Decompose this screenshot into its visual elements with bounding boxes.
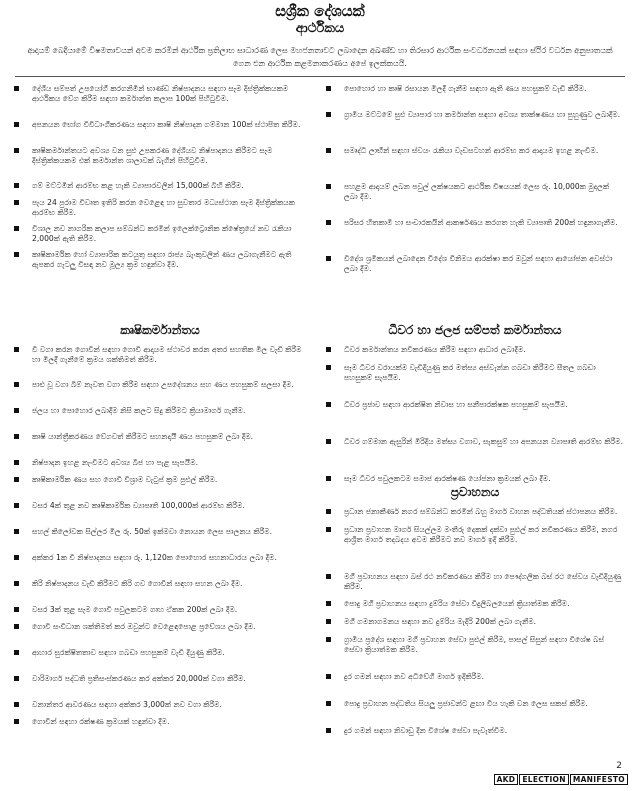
bullet-icon — [14, 200, 19, 205]
bullet-icon — [326, 365, 331, 370]
bullet-icon — [326, 439, 331, 444]
list-item: ගොවීන් සඳහා රක්ෂණ ක්‍රමයක් හඳුන්වා දීම. — [14, 717, 306, 737]
bullet-icon — [326, 728, 331, 733]
list-item: වාරිමාර්ග පද්ධති ප්‍රතිසංස්කරණය කර අක්කර 20,000ක් වගා කිරීම. — [14, 674, 306, 694]
bullet-icon — [326, 148, 331, 153]
bullet-icon — [326, 527, 331, 532]
list-item: නිෂ්පාදන ඉහළ නැංවීමට අවශ්‍ය බීජ හා පැළ සැපයීම. — [14, 458, 306, 468]
bullet-icon — [326, 674, 331, 679]
list-item: පාළු වූ වගා බිම් නැවත වගා කිරීම සඳහා උපදේශනය සහ ණය පහසුකම් සලසා දීම. — [14, 380, 306, 400]
bullet-icon — [326, 601, 331, 606]
list-item: ධීවර ගම්මාන ඇසුරින් මිරිදිය මත්ස්‍ය වගාව, සැකසුම් හා අපනයන ව්‍යාපෘති ආරම්භ කිරීම. — [326, 437, 624, 467]
bullet-icon — [14, 676, 19, 681]
list-item: පහළම ආදායම් ලබන පවුල් ලක්ෂයකට ආර්ථික විෂයයක් ලෙස රු. 10,000ක මුදලක් ලබා දීම. — [326, 182, 624, 212]
page-number: 2 — [616, 761, 622, 771]
bullet-icon — [14, 650, 19, 655]
footer-manifesto: MANIFESTO — [570, 774, 628, 785]
fisheries-list — [326, 345, 624, 494]
list-item: විශාල නව නාගරික කලාප සම්බන්ධ කරමින් ඉලෙක්ට්‍රොනික ක්ෂේත්‍රයේ නව රැකියා 2,000ක් ඇති කිරීම. — [14, 224, 306, 244]
bullet-icon — [326, 220, 331, 225]
bullet-icon — [14, 477, 19, 482]
list-item: සෑම ධීවර පවුලකටම සමාජ ආරක්ෂණ යෝජනා ක්‍රමයක් ලබා දීම. — [326, 474, 624, 494]
list-item: පොදු ප්‍රවාහන පද්ධතිය සියලු ප්‍රජාවන්ට ළඟා විය හැකි වන ලෙස සකස් කිරීම. — [326, 699, 624, 719]
agriculture-list — [14, 345, 306, 737]
page-title: සශ්‍රීක දේශයක් — [275, 2, 365, 20]
list-item: දේශීය සම්පත් උපයෝගී කරගනිමින් භාණ්ඩ නිෂ්පාදනය සඳහා සෑම දිස්ත්‍රික්කයකම ආර්ථිකය වේග කිරීම සඳහා කර්මාන්ත කලාප 100ක් පිහිටුවීම. — [14, 84, 306, 114]
list-item: විදේශ ශ්‍රමිකයන් ලබාදෙන විදේශ විනිමය ආරක්ෂා කර ඔවුන් සඳහා ආයෝජන අවස්ථා ලබා දීම. — [326, 254, 624, 284]
list-item: වසර 4ක් තුළ නව කෘෂිකාර්මික ව්‍යාපෘති 100,000ක් ආරම්භ කිරීම. — [14, 501, 306, 521]
list-item: ධීවර කර්මාන්තය නවීකරණය කිරීම සඳහා ආධාර ලබාදීම. — [326, 345, 624, 355]
bullet-icon — [326, 701, 331, 706]
bullet-icon — [14, 408, 19, 413]
list-item: මගී ප්‍රවාහනය සඳහා බස් රථ නවීකරණය කිරීම හා පෞද්ගලික බස් රථ සේවය වැඩිදියුණු කිරීම. — [326, 572, 624, 592]
bullet-icon — [326, 509, 331, 514]
section-title-economy: ආර්ථිකය — [295, 21, 345, 36]
bullet-icon — [14, 122, 19, 127]
bullet-icon — [14, 607, 19, 612]
divider — [15, 76, 625, 77]
bullet-icon — [14, 719, 19, 724]
list-item: පරිසර හිතකාමී හා සංචාරකයින් ආකර්ෂණය කරගත හැකි ව්‍යාපෘති 200ක් හඳුනාගැනීම. — [326, 218, 624, 248]
bullet-icon — [326, 347, 331, 352]
section-title-fisheries: ධීවර හා ජලජ සම්පත් කර්මාන්තය — [388, 323, 562, 337]
bullet-icon — [14, 529, 19, 534]
bullet-icon — [326, 184, 331, 189]
list-item: කෘෂිකර්මාන්තයට අවශ්‍ය වන සුළු උපකරණ දේශීයව නිෂ්පාදනය කිරීමට සෑම දිස්ත්‍රික්කයකම එක් කර්මාන්ත ශාලාවක් බැගින් පිහිටුවීම. — [14, 146, 306, 176]
list-item: මගී ගමනාගමනය සඳහා නව දුම්රිය මැදිරි 200ක් ලබා ගැනීම. — [326, 617, 624, 627]
list-item: ධීවර ප්‍රජාව සඳහා ආරක්ෂිත නිවාස හා සනීපාරක්ෂක පහසුකම් සැපයීම. — [326, 400, 624, 430]
list-item: කිරි නිෂ්පාදනය වැඩි කිරීමට කිරි ගව ගොවීන් සඳහා සහන ලබා දීම. — [14, 579, 306, 599]
list-item: සමෘද්ධි ලාභීන් සඳහා ස්වයං රැකියා වැඩසටහන් ආරම්භ කර ආදායම ඉහළ නැංවීම. — [326, 146, 624, 176]
list-item: ජලය හා පොහොර ලබාදීම නිසි කලට සිදු කිරීමට ක්‍රියාමාර්ග ගැනීම. — [14, 406, 306, 426]
list-item: ප්‍රධාන ප්‍රවාහන මාර්ග සියල්ලම මංතීරු දෙකක් දක්වා පුළුල් කර නවීකරණය කිරීම, නගර ආශ්‍රිත මාර්ග තදබදය අවම කිරීමට නව මාර්ග ඉදි කිරීම. — [326, 525, 624, 565]
bullet-icon — [14, 252, 19, 257]
list-item: සෑම ධීවර වරායක්ම වැඩිදියුණු කර මත්ස්‍ය අස්වැන්න ගබඩා කිරීමට සීතල ගබඩා පහසුකම් සැපයීම. — [326, 363, 624, 393]
list-item: පැය 24 පුරාම විවෘත ඉතිරි කරන වෙළෙඳ හා සුවතාර මධ්‍යස්ථාන සෑම දිස්ත්‍රික්කයක ආරම්භ කිරීම. — [14, 198, 306, 218]
bullet-icon — [326, 402, 331, 407]
list-item: ග්‍රාමීය ප්‍රදේශ සඳහා මගී ප්‍රවාහන සේවා පුළුල් කිරීම, පාසල් සිසුන් සඳහා විශේෂ බස් සේවා ක්‍රියාත්මක කිරීම. — [326, 635, 624, 665]
section-title-transport: ප්‍රවාහනය — [450, 485, 500, 499]
list-item: අපනයන භෝග විවිධාංගීකරණය සඳහා කෘෂි නිෂ්පාදන ගම්මාන 100ක් ස්ථාපිත කිරීම. — [14, 120, 306, 140]
bullet-icon — [326, 476, 331, 481]
bullet-icon — [14, 86, 19, 91]
bullet-icon — [326, 637, 331, 642]
right-top-list — [326, 84, 624, 284]
bullet-icon — [14, 226, 19, 231]
intro-paragraph: ආදායම් බෙදීයාමේ විෂමතාවයන් අවම කරමින් ආර්ථික ප්‍රතිලාභ සාධාරණ ලෙස මහජනතාවට ලබාදෙන අඛණ්ඩ හා තිරසාර ආර්ථික සංවර්ධනයක් සඳහා ස්ථිර වර්ධන අනුපාතයක් ගෙන එන ආර්ථික කළමනාකරණය අපේ ඉලක්කයයි. — [27, 46, 613, 68]
bullet-icon — [326, 112, 331, 117]
footer-akd: AKD — [494, 774, 519, 785]
bullet-icon — [326, 86, 331, 91]
bullet-icon — [14, 434, 19, 439]
bullet-icon — [14, 624, 19, 629]
bullet-icon — [326, 256, 331, 261]
list-item: වසර 3ක් තුළ සෑම ගොවි පවුලකටම ගෘහ ඒකක 200ක් ලබා දීම. — [14, 605, 306, 615]
bullet-icon — [14, 702, 19, 707]
list-item: පොදු මගී ප්‍රවාහනය සඳහා දුම්රිය සේවා විදුලිබලයෙන් ක්‍රියාත්මක කිරීම. — [326, 599, 624, 609]
list-item: ප්‍රධාන ජනාකීර්ණ නගර සම්බන්ධ කරමින් බහු මාර්ග වාහන පද්ධතියක් ස්ථාපනය කිරීම. — [326, 507, 624, 517]
bullet-icon — [14, 183, 19, 188]
list-item: සහල් කිලෝවක සිල්ලර මිල රු. 50ක් ඉක්මවා නොයන ලෙස පාලනය කිරීම. — [14, 527, 306, 547]
footer-election: ELECTION — [519, 774, 569, 785]
list-item: කෘෂි යාන්ත්‍රීකරණය වේගවත් කිරීමට සහනදායී ණය පහසුකම් ලබා දීම. — [14, 432, 306, 452]
list-item: ග්‍රාමීය මට්ටමේ සුළු ව්‍යාපාර හා කර්මාන්ත සඳහා අවශ්‍ය තාක්ෂණය හා පුහුණුව ලබාදීම. — [326, 110, 624, 140]
bullet-icon — [14, 555, 19, 560]
bullet-icon — [14, 382, 19, 387]
list-item: ගම් මට්ටමින් ආරම්භ කළ හැකි ව්‍යාපාරවලින් 15,000ක් බිහි කිරීම. — [14, 181, 306, 191]
transport-list — [326, 507, 624, 746]
bullet-icon — [14, 503, 19, 508]
list-item: ගොවි සංවිධාන ශක්තිමත් කර ඔවුන්ට වෙළෙඳපොළ ප්‍රවේශය ලබා දීම. — [14, 622, 306, 642]
list-item: වනාන්තර ආවරණය සඳහා අක්කර 3,000ක් නව වගා කිරීම. — [14, 700, 306, 710]
bullet-icon — [14, 347, 19, 352]
footer-watermark — [493, 774, 628, 785]
list-item: ආහාර සුරක්ෂිතතාව සඳහා ගබඩා පහසුකම් වැඩි දියුණු කිරීම. — [14, 648, 306, 668]
list-item: අක්කර 1ක වී නිෂ්පාදනය සඳහා රු. 1,120ක පොහොර සහනාධාරය ලබා දීම. — [14, 553, 306, 573]
bullet-icon — [14, 460, 19, 465]
bullet-icon — [326, 574, 331, 579]
list-item: පොහොර හා කෘෂි රසායන මිලදී ගැනීම සඳහා ඇති ණය පහසුකම් වැඩි කිරීම. — [326, 84, 624, 104]
bullet-icon — [14, 581, 19, 586]
list-item: කෘෂිකාර්මික හෝ ව්‍යාපාරික කටයුතු සඳහා රාජ්‍ය බැංකුවලින් ණය ලබාගැනීමට ඇති ඇපකර ගැටලු විසඳා නව මූල්‍ය ක්‍රම හඳුන්වා දීම. — [14, 250, 306, 280]
bullet-icon — [14, 148, 19, 153]
list-item: කෘෂිකාර්මික ණය සහ ගොවි විශ්‍රාම වැටුප් ක්‍රම පුළුල් කිරීම. — [14, 475, 306, 495]
left-top-list — [14, 84, 306, 280]
list-item: දුර ගමන් සඳහා නව අධිවේගී මාර්ග ඉදිකිරීම. — [326, 672, 624, 692]
list-item: වී වගා කරන ගොවීන් සඳහා ගොවි ආදායම ස්ථාවර කරන අතර සහතික මිල වැඩි කිරීම හා මිලදී ගැනීමේ ක්‍රමය ශක්තිමත් කිරීම. — [14, 345, 306, 375]
bullet-icon — [326, 619, 331, 624]
section-title-agriculture: කෘෂිකර්මාන්තය — [120, 323, 200, 337]
list-item: දුර ගමන් සඳහා නිවාඩු දින විශේෂ සේවා පැවැත්වීම. — [326, 726, 624, 746]
